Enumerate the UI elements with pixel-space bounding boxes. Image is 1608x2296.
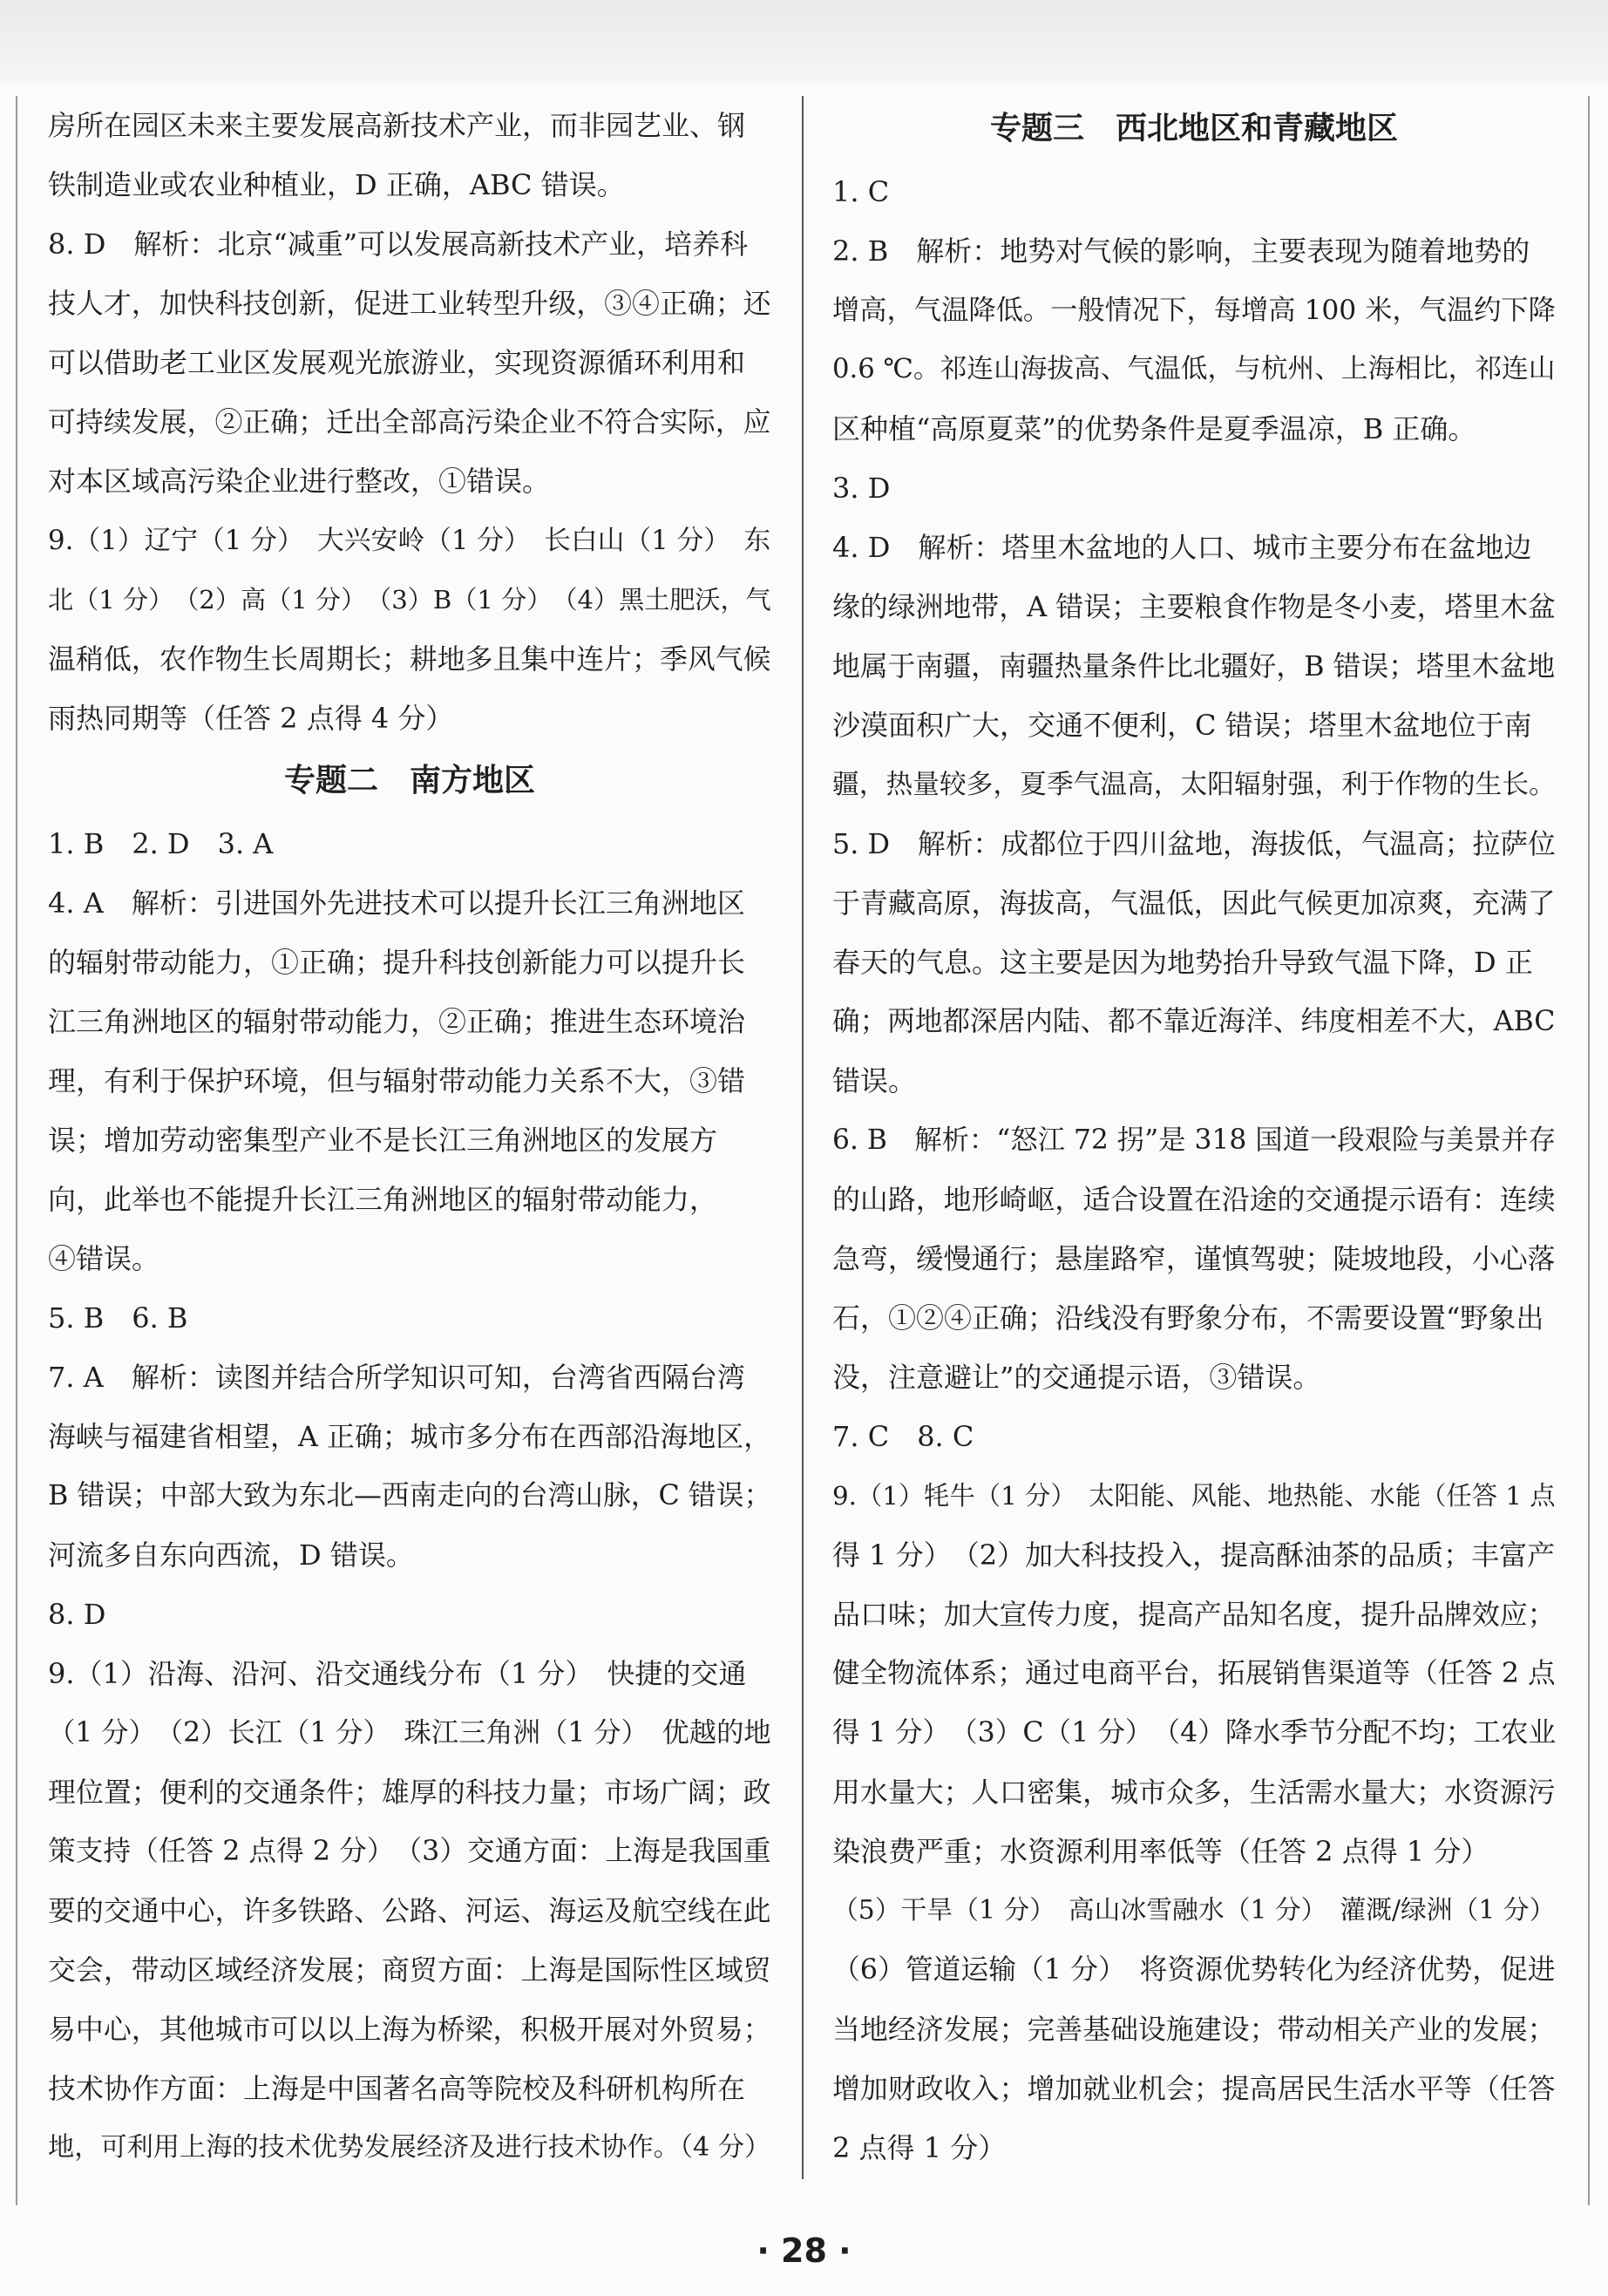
answer-line: 海峡与福建省相望，A 正确；城市多分布在西部沿海地区， xyxy=(48,1420,771,1453)
column-divider xyxy=(802,96,804,2179)
answer-line: 理位置；便利的交通条件；雄厚的科技力量；市场广阔；政 xyxy=(48,1776,771,1809)
answer-line: 得 1 分） （2）加大科技投入，提高酥油茶的品质；丰富产 xyxy=(832,1539,1556,1572)
answer-line: 的山路，地形崎岖，适合设置在沿途的交通提示语有：连续 xyxy=(832,1183,1556,1216)
answer-line: 交会，带动区域经济发展；商贸方面：上海是国际性区域贸 xyxy=(48,1953,771,1987)
answer-line: 江三角洲地区的辐射带动能力，②正确；推进生态环境治 xyxy=(48,1005,746,1038)
answer-line: 要的交通中心，许多铁路、公路、河运、海运及航空线在此 xyxy=(48,1894,771,1927)
answer-line: 8. D 解析：北京“减重”可以发展高新技术产业，培养科 xyxy=(48,228,749,261)
answer-line: 增加财政收入；增加就业机会；提高居民生活水平等（任答 xyxy=(832,2072,1556,2105)
answer-line: 急弯，缓慢通行；悬崖路窄，谨慎驾驶；陡坡地段，小心落 xyxy=(832,1242,1556,1275)
answer-line: 可以借助老工业区发展观光旅游业，实现资源循环利用和 xyxy=(48,346,746,379)
answer-line: 6. B 解析：“怒江 72 拐”是 318 国道一段艰险与美景并存 xyxy=(832,1124,1556,1156)
answer-line: 石，①②④正确；沿线没有野象分布，不需要设置“野象出 xyxy=(832,1301,1544,1335)
answer-line: 河流多自东向西流，D 错误。 xyxy=(48,1539,414,1572)
answer-line: 雨热同期等（任答 2 点得 4 分） xyxy=(48,702,454,735)
answer-line: 9.（1）沿海、沿河、沿交通线分布（1 分） 快捷的交通 xyxy=(48,1657,747,1690)
answer-line: 房所在园区未来主要发展高新技术产业，而非园艺业、钢 xyxy=(48,109,746,142)
page-number: · 28 · xyxy=(757,2231,851,2270)
left-margin-rule xyxy=(16,96,17,2205)
answer-line: 疆，热量较多，夏季气温高，太阳辐射强，利于作物的生长。 xyxy=(832,769,1556,800)
answer-line: 9.（1）牦牛（1 分） 太阳能、风能、地热能、水能（任答 1 点 xyxy=(832,1481,1556,1511)
answer-line: 于青藏高原，海拔高，气温低，因此气候更加凉爽，充满了 xyxy=(832,886,1556,920)
answer-line: （5）干旱（1 分） 高山冰雪融水（1 分） 灌溉/绿洲（1 分） xyxy=(832,1895,1556,1926)
answer-line: 易中心，其他城市可以以上海为桥梁，积极开展对外贸易； xyxy=(48,2013,771,2046)
answer-line: 2. B 解析：地势对气候的影响，主要表现为随着地势的 xyxy=(832,234,1530,268)
answer-line: 北（1 分） （2）高（1 分） （3）B（1 分） （4）黑土肥沃，气 xyxy=(48,585,771,615)
answer-line: 的辐射带动能力，①正确；提升科技创新能力可以提升长 xyxy=(48,946,746,979)
answer-line: 用水量大；人口密集，城市众多，生活需水量大；水资源污 xyxy=(832,1776,1556,1809)
answer-line: ④错误。 xyxy=(48,1242,160,1275)
answer-line: 区种植“高原夏菜”的优势条件是夏季温凉，B 正确。 xyxy=(832,412,1476,445)
answer-line: 4. D 解析：塔里木盆地的人口、城市主要分布在盆地边 xyxy=(832,531,1532,564)
top-margin-band xyxy=(0,0,1608,83)
section-title: 专题三 西北地区和青藏地区 xyxy=(989,111,1398,146)
answer-line: 可持续发展，②正确；迁出全部高污染企业不符合实际，应 xyxy=(48,405,771,438)
answer-line: 没，注意避让”的交通提示语，③错误。 xyxy=(832,1361,1321,1394)
answer-line: 理，有利于保护环境，但与辐射带动能力关系不大，③错 xyxy=(48,1064,746,1097)
answer-line: （1 分） （2）长江（1 分） 珠江三角洲（1 分） 优越的地 xyxy=(48,1717,771,1749)
answer-line: 7. C 8. C xyxy=(832,1420,974,1453)
answer-line: 误；增加劳动密集型产业不是长江三角洲地区的发展方 xyxy=(48,1124,718,1157)
answer-line: 技人才，加快科技创新，促进工业转型升级，③④正确；还 xyxy=(48,287,771,320)
answer-line: 确；两地都深居内陆、都不靠近海洋、纬度相差不大，ABC xyxy=(832,1006,1556,1037)
answer-line: 3. D xyxy=(832,472,891,505)
answer-line: 0.6 ℃。祁连山海拔高、气温低，与杭州、上海相比，祁连山 xyxy=(832,354,1556,384)
answer-line: （6）管道运输（1 分） 将资源优势转化为经济优势，促进 xyxy=(832,1953,1556,1986)
answer-line: 健全物流体系；通过电商平台，拓展销售渠道等（任答 2 点 xyxy=(832,1658,1556,1689)
right-column xyxy=(832,96,1556,2177)
answer-line: 沙漠面积广大，交通不便利，C 错误；塔里木盆地位于南 xyxy=(832,709,1532,742)
answer-line: 2 点得 1 分） xyxy=(832,2131,1007,2164)
answer-line: 9.（1）辽宁（1 分） 大兴安岭（1 分） 长白山（1 分） 东 xyxy=(48,525,771,556)
answer-line: 春天的气息。这主要是因为地势抬升导致气温下降，D 正 xyxy=(832,946,1533,979)
answer-line: 7. A 解析：读图并结合所学知识可知，台湾省西隔台湾 xyxy=(48,1361,745,1394)
answer-line: 得 1 分） （3）C（1 分） （4）降水季节分配不均；工农业 xyxy=(832,1717,1556,1749)
answer-line: 当地经济发展；完善基础设施建设；带动相关产业的发展； xyxy=(832,2013,1556,2046)
answer-line: 1. C xyxy=(832,175,890,208)
answer-line: 地，可利用上海的技术优势发展经济及进行技术协作。（4 分） xyxy=(48,2132,771,2163)
answer-line: 5. D 解析：成都位于四川盆地，海拔低，气温高；拉萨位 xyxy=(832,827,1556,860)
answer-line: 增高，气温降低。一般情况下，每增高 100 米，气温约下降 xyxy=(832,295,1556,326)
right-margin-rule xyxy=(1588,96,1590,2205)
answer-line: 染浪费严重；水资源利用率低等（任答 2 点得 1 分） xyxy=(832,1835,1489,1868)
answer-line: 8. D xyxy=(48,1598,106,1631)
answer-line: 策支持（任答 2 点得 2 分） （3）交通方面：上海是我国重 xyxy=(48,1836,771,1867)
answer-line: 5. B 6. B xyxy=(48,1301,188,1335)
answer-line: B 错误；中部大致为东北—西南走向的台湾山脉，C 错误； xyxy=(48,1480,771,1511)
answer-line: 对本区域高污染企业进行整改，①错误。 xyxy=(48,465,551,498)
left-column xyxy=(48,96,771,2177)
answer-line: 铁制造业或农业种植业，D 正确，ABC 错误。 xyxy=(48,168,625,201)
answer-line: 地属于南疆，南疆热量条件比北疆好，B 错误；塔里木盆地 xyxy=(832,649,1556,683)
answer-line: 温稍低，农作物生长周期长；耕地多且集中连片；季风气候 xyxy=(48,642,771,676)
answer-line: 向，此举也不能提升长江三角洲地区的辐射带动能力， xyxy=(48,1183,718,1216)
answer-line: 技术协作方面：上海是中国著名高等院校及科研机构所在 xyxy=(48,2072,746,2105)
section-title: 专题二 南方地区 xyxy=(283,763,535,798)
answer-line: 4. A 解析：引进国外先进技术可以提升长江三角洲地区 xyxy=(48,886,745,920)
answer-line: 错误。 xyxy=(832,1064,917,1097)
answer-line: 品口味；加大宣传力度，提高产品知名度，提升品牌效应； xyxy=(832,1598,1556,1631)
answer-line: 1. B 2. D 3. A xyxy=(48,827,274,860)
answer-line: 缘的绿洲地带，A 错误；主要粮食作物是冬小麦，塔里木盆 xyxy=(832,590,1556,623)
